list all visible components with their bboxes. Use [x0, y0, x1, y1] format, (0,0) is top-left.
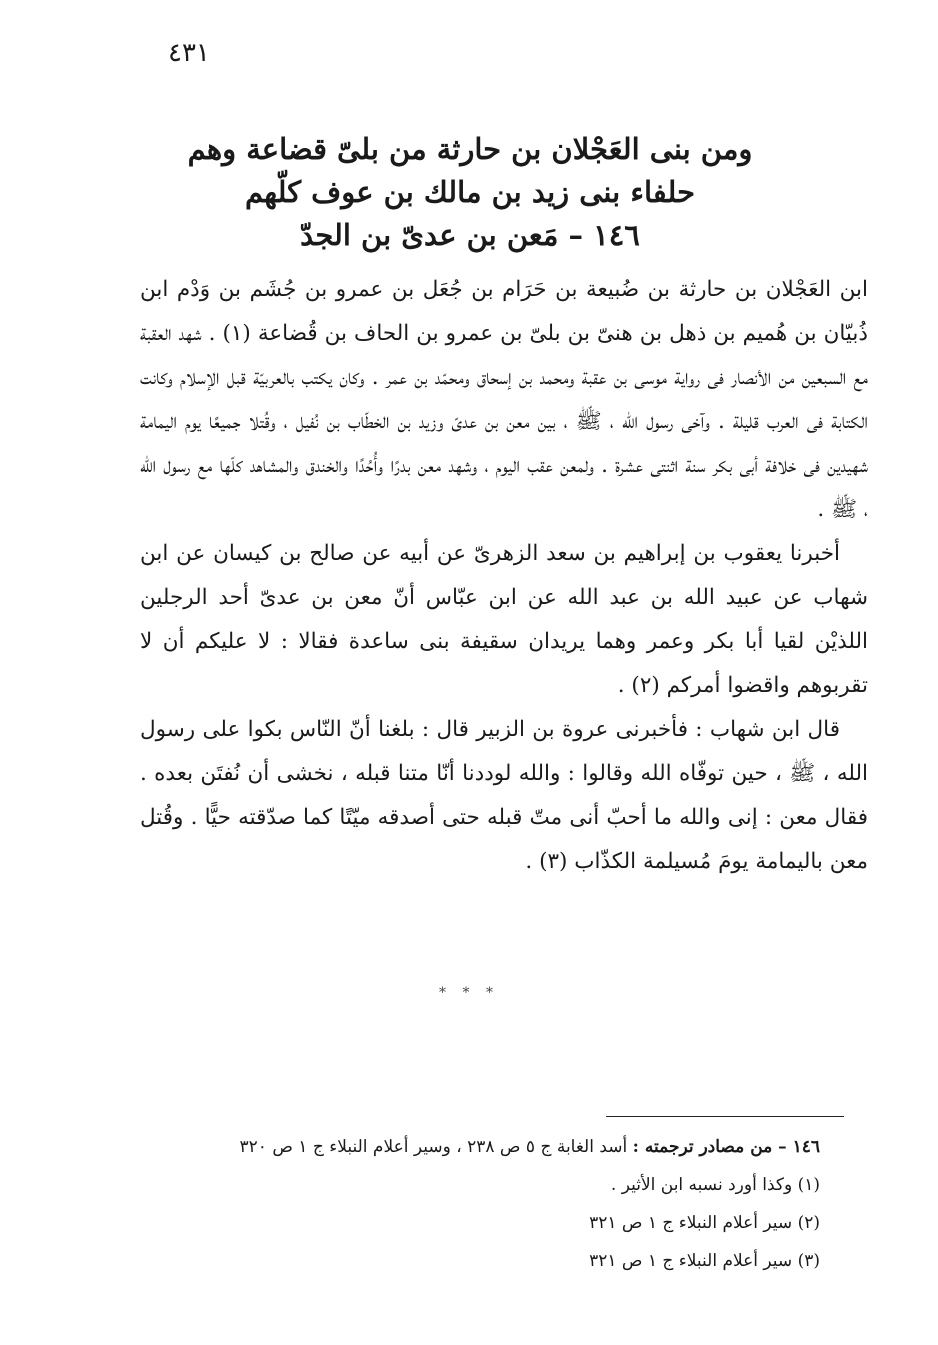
footnotes [140, 1128, 820, 1280]
footnote-sources [140, 1128, 820, 1166]
paragraph-genealogy: ابن العَجْلان بن حارثة بن ضُبيعة بن حَرَام بن جُعَل بن عمرو بن جُشَم بن وَدْم ابن ذُبيّان بن هُميم بن ذهل بن هنىّ بن بلىّ بن عمرو بن الحاف بن قُضاعة (١) . شهد العقبة مع السبعين من الأنصار فى رواية موسى بن عقبة ومحمد بن إسحاق ومحمّد بن عمر . وكان يكتب بالعربيّة قبل الإسلام وكانت الكتابة فى العرب قليلة . وآخى رسول الله ، ﷺ ، بين معن بن عدىّ وزيد بن الخطّاب بن نُفيل ، وقُتلا جميعًا يوم اليمامة شهيدين فى خلافة أبى بكر سنة اثنتى عشرة . ولمعن عقب اليوم ، وشهد معن بدرًا وأُحُدًا والخندق والمشاهد كلّها مع رسول الله ، ﷺ . [140, 277, 868, 522]
heading-line-1: ومن بنى العَجْلان بن حارثة من بلىّ قضاعة وهم [187, 132, 753, 166]
section-headings [140, 128, 800, 257]
footnote-3: (٣) سير أعلام النبلاء ج ١ ص ٣٢١ [589, 1251, 820, 1271]
footnote-sources-text: أسد الغابة ج ٥ ص ٢٣٨ ، وسير أعلام النبلاء ج ١ ص ٣٢٠ [239, 1137, 628, 1157]
paragraph-report-1: أخبرنا يعقوب بن إبراهيم بن سعد الزهرىّ عن أبيه عن صالح بن كيسان عن ابن شهاب عن عبيد الله بن عبد الله عن ابن عبّاس أنّ معن بن عدىّ أحد الرجلين اللذيْن لقيا أبا بكر وعمر وهما يريدان سقيفة بنى ساعدة فقالا : لا عليكم أن لا تقربوهم واقضوا أمركم (٢) . [140, 541, 868, 698]
body-text [140, 268, 868, 884]
paragraph-report-2: قال ابن شهاب : فأخبرنى عروة بن الزبير قال : بلغنا أنّ النّاس بكوا على رسول الله ، ﷺ ، حين توفّاه الله وقالوا : والله لوددنا أنّا متنا قبله ، نخشى أن نُفتَن بعده . فقال معن : إنى والله ما أحبّ أنى متّ قبله حتى أصدقه ميّتًا كما صدّقته حيًّا . وقُتل معن باليمامة يومَ مُسيلمة الكذّاب (٣) . [140, 717, 868, 874]
footnote-1: (١) وكذا أورد نسبه ابن الأثير . [610, 1175, 820, 1195]
page-number: ٤٣١ [168, 38, 210, 68]
footnote-sources-label: ١٤٦ – من مصادر ترجمته : [632, 1137, 820, 1157]
footnote-divider [606, 1116, 844, 1117]
heading-line-2: حلفاء بنى زيد بن مالك بن عوف كلّهم [245, 175, 695, 209]
section-separator: * * * [439, 985, 499, 1001]
footnote-2: (٢) سير أعلام النبلاء ج ١ ص ٣٢١ [589, 1213, 820, 1233]
entry-title: ١٤٦ – مَعن بن عدىّ بن الجدّ [300, 218, 640, 252]
